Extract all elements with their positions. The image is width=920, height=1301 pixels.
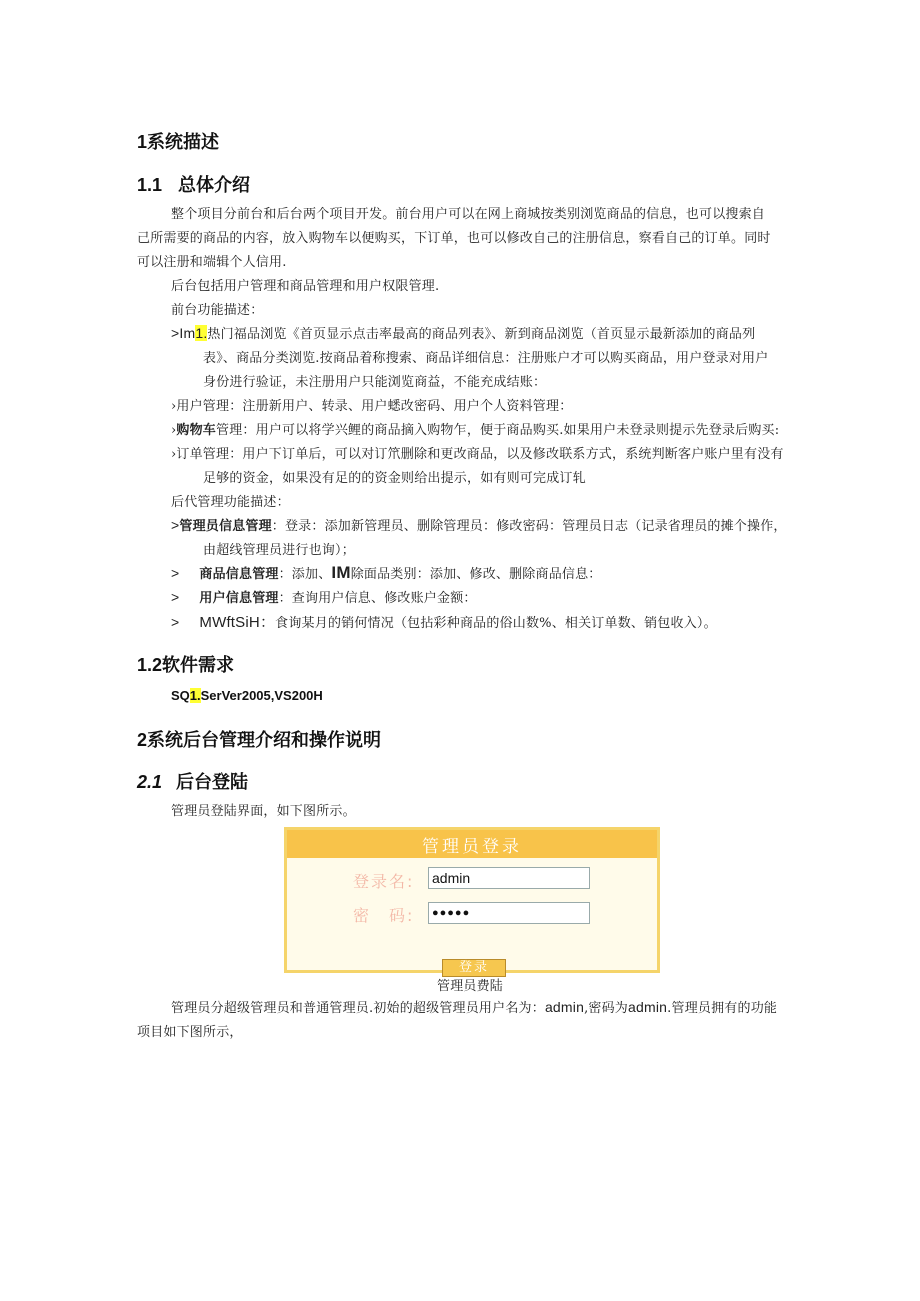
figure-caption: 管理员费陆 [437, 979, 504, 994]
software-rest: SerVer2005,VS200H [200, 688, 323, 703]
back-item-4 [171, 611, 717, 632]
back-item-1-line-1: ：登录：添加新管理员、删除管理员：修改密码：管理员日志（记录省理员的摊个操作， [271, 519, 787, 534]
front-item-4-line-1: 订单管理：用户下订单后，可以对订笊删除和更改商品，以及修改联系方式，系统判断客户账户里有没有 [176, 447, 784, 462]
bullet-marker: >Im [171, 325, 196, 341]
bullet-marker: > [171, 589, 180, 605]
bullet-marker: › [171, 447, 177, 462]
back-item-4-mark: MWftSiH： [199, 614, 276, 631]
front-item-2-text: 用户管理：注册新用户、转录、用户蟋改密码、用户个人资料管理： [176, 399, 573, 414]
admin-username-value: admin [544, 999, 585, 1015]
back-item-1-bold: 管理员信息管理 [179, 519, 272, 534]
section-2-1-title: 后台登陆 [176, 772, 249, 792]
username-label: 登录名: [353, 872, 415, 891]
username-input[interactable]: admin [428, 867, 590, 889]
login-figure [284, 827, 660, 973]
highlight-mark: 1. [189, 688, 201, 703]
front-item-4 [171, 443, 784, 462]
admin-paragraph-line-1 [171, 997, 777, 1016]
intro-backend-paragraph: 后台包括用户管理和商品管理和用户权限管理. [171, 279, 440, 294]
login-title: 管理员登录 [422, 837, 522, 857]
section-2-title: 2系统后台管理介绍和操作说明 [137, 730, 382, 750]
back-item-2 [171, 563, 602, 583]
bullet-marker: > [171, 517, 180, 533]
section-1-1-title: 总体介绍 [178, 175, 251, 195]
section-2-1-heading [137, 768, 248, 794]
back-item-2-bold: 商品信息管理 [199, 567, 279, 582]
front-item-4-line-2: 足够的资金，如果没有足的的资金则给出提示，如有则可完成订轧 [203, 471, 586, 486]
intro-line-3: 可以注册和端辑个人信用. [137, 255, 287, 270]
front-item-1 [171, 323, 755, 342]
login-header [287, 830, 657, 858]
software-requirements [171, 688, 323, 703]
intro-line-2: 己所需要的商品的内容，放入购物车以便购买，下订单，也可以修改自己的注册信息，察看自己的订单。同时 [137, 231, 771, 246]
admin-paragraph-line-2: 项目如下图所示， [137, 1025, 243, 1040]
login-intro: 管理员登陆界面，如下图所示。 [171, 804, 356, 819]
front-features-heading: 前台功能描述： [171, 303, 264, 318]
bullet-marker: > [171, 614, 180, 630]
login-button[interactable]: 登录 [442, 959, 506, 977]
admin-text-c: .管理员拥有的功能 [667, 1001, 778, 1016]
software-prefix: SQ [171, 688, 190, 703]
section-1-1-number: 1.1 [137, 175, 163, 195]
back-item-2-text-a: ：添加、 [278, 567, 332, 582]
highlight-mark: 1. [195, 325, 208, 341]
section-2-1-number: 2.1 [137, 772, 163, 792]
front-item-1-line-1: 热门福品浏览《首页显示点击率最高的商品列表》、新到商品浏览（首页显示最新添加的商品列 [207, 327, 756, 342]
section-1-2-title: 1.2软件需求 [137, 655, 235, 675]
password-input[interactable]: ●●●●● [428, 902, 590, 924]
admin-password-value: admin [628, 999, 668, 1015]
front-item-3-text: 管理：用户可以将学兴鲤的商品摘入购物乍，便于商品购买.如果用户未登录则提示先登录后购买: [216, 423, 780, 438]
section-1-1-heading [137, 171, 250, 197]
front-item-3 [171, 419, 779, 438]
back-item-3-text: ：查询用户信息、修改账户金额： [278, 591, 477, 606]
password-label: 密 码: [353, 906, 415, 925]
admin-text-a: 管理员分超级管理员和普通管理员.初始的超级管理员用户名为： [171, 1001, 545, 1016]
bullet-marker: › [171, 423, 177, 438]
front-item-1-line-2: 表》、商品分类浏览.按商品着称搜索、商品详细信息：注册账户才可以购买商品，用户登录对用户 [203, 351, 769, 366]
back-item-4-text: 食询某月的销何情况（包拈彩种商品的俗山数%、相关订单数、销包收入）。 [275, 616, 717, 631]
back-item-3 [171, 587, 477, 606]
back-item-1-line-2: 由超线管理员进行也询）； [203, 543, 355, 558]
front-item-3-bold: 购物车 [176, 423, 217, 438]
admin-text-b: ,密码为 [584, 1001, 629, 1016]
back-item-1 [171, 515, 787, 534]
back-item-2-text-b: 除面品类别：添加、修改、删除商品信息： [350, 567, 602, 582]
front-item-2 [171, 395, 572, 414]
section-1-title: 1系统描述 [137, 132, 220, 152]
front-item-1-line-3: 身份进行验证，未注册用户只能浏览商益，不能充成结账： [203, 375, 547, 390]
bullet-marker: > [171, 565, 180, 581]
bullet-marker: › [171, 399, 177, 414]
back-features-heading: 后代管理功能描述： [171, 495, 290, 510]
back-item-2-mark: IM [331, 563, 351, 582]
back-item-3-bold: 用户信息管理 [199, 591, 279, 606]
intro-line-1: 整个项目分前台和后台两个项目开发。前台用户可以在网上商城按类别浏览商品的信息，也可以搜索自 [171, 207, 766, 222]
